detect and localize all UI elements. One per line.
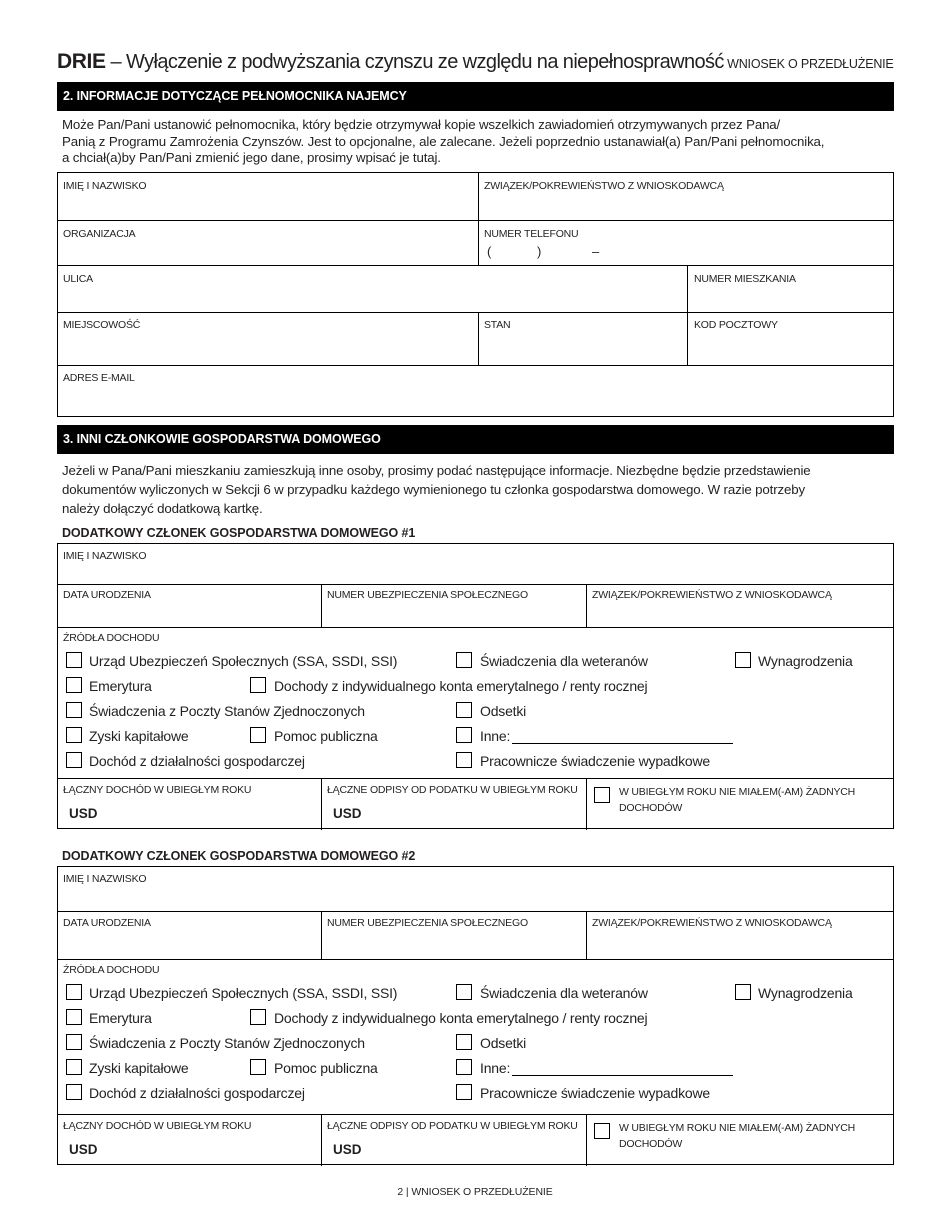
rep-zip-field[interactable]: KOD POCZTOWY [694, 319, 778, 331]
intro-line: Jeżeli w Pana/Pani mieszkaniu zamieszkują inne osoby, prosimy podać następujące informacje. Niezbędne będzie przedstawienie [62, 463, 811, 478]
member-1-name-field[interactable]: IMIĘ I NAZWISKO [63, 550, 147, 562]
page-title [57, 50, 894, 74]
checkbox-assistance[interactable] [250, 727, 266, 743]
checkbox-ira[interactable] [250, 677, 266, 693]
title-subtitle: WNIOSEK O PRZEDŁUŻENIE [723, 57, 894, 71]
rep-phone-field[interactable]: NUMER TELEFONU [484, 228, 579, 240]
member-1-deductions-usd[interactable]: USD [333, 806, 362, 821]
option-capital-label: Zyski kapitałowe [89, 1060, 189, 1076]
member-2-total-income-usd[interactable]: USD [69, 1142, 98, 1157]
rep-city-field[interactable]: MIEJSCOWOŚĆ [63, 319, 141, 331]
section-3-heading: 3. INNI CZŁONKOWIE GOSPODARSTWA DOMOWEGO [57, 425, 894, 454]
checkbox-ssa[interactable] [66, 984, 82, 1000]
option-capital-label: Zyski kapitałowe [89, 728, 189, 744]
option-wages-label: Wynagrodzenia [758, 985, 853, 1001]
member-2-income-sources-label: ŹRÓDŁA DOCHODU [63, 964, 160, 976]
option-business-label: Dochód z działalności gospodarczej [89, 753, 305, 769]
member-1-relation-field[interactable]: ZWIĄZEK/POKREWIEŃSTWO Z WNIOSKODAWCĄ [592, 589, 832, 601]
section-3-intro [62, 461, 892, 518]
option-other-label: Inne: [480, 728, 511, 744]
member-2-no-income-label: W UBIEGŁYM ROKU NIE MIAŁEM(-AM) ŻADNYCH [619, 1122, 856, 1134]
option-ira-label: Dochody z indywidualnego konta emerytalnego / renty rocznej [274, 678, 648, 694]
intro-line: dokumentów wyliczonych w Sekcji 6 w przypadku każdego wymienionego tu członka gospodarstwa domowego. W razie potrzeby [62, 482, 805, 497]
rep-apartment-field[interactable]: NUMER MIESZKANIA [694, 273, 796, 285]
phone-open-paren: ( [487, 244, 492, 259]
option-ssa-label: Urząd Ubezpieczeń Społecznych (SSA, SSDI, SSI) [89, 985, 398, 1001]
option-pension-label: Emerytura [89, 678, 152, 694]
member-1-deductions-label: ŁĄCZNE ODPISY OD PODATKU W UBIEGŁYM ROKU [327, 784, 578, 796]
option-assistance-label: Pomoc publiczna [274, 728, 378, 744]
member-2-heading: DODATKOWY CZŁONEK GOSPODARSTWA DOMOWEGO #2 [62, 849, 416, 863]
checkbox-workers-comp[interactable] [456, 752, 472, 768]
checkbox-capital[interactable] [66, 727, 82, 743]
checkbox-no-income[interactable] [594, 1123, 610, 1139]
checkbox-ira[interactable] [250, 1009, 266, 1025]
rep-organization-field[interactable]: ORGANIZACJA [63, 228, 136, 240]
other-income-input[interactable] [512, 743, 733, 744]
rep-street-field[interactable]: ULICA [63, 273, 93, 285]
section-2-heading: 2. INFORMACJE DOTYCZĄCE PEŁNOMOCNIKA NAJEMCY [57, 82, 894, 111]
member-1-dob-field[interactable]: DATA URODZENIA [63, 589, 151, 601]
checkbox-interest[interactable] [456, 1034, 472, 1050]
intro-line: należy dołączyć dodatkową kartkę. [62, 501, 263, 516]
member-1-heading: DODATKOWY CZŁONEK GOSPODARSTWA DOMOWEGO #1 [62, 526, 416, 540]
checkbox-assistance[interactable] [250, 1059, 266, 1075]
option-veterans-label: Świadczenia dla weteranów [480, 985, 648, 1001]
option-workers-comp-label: Pracownicze świadczenie wypadkowe [480, 753, 710, 769]
checkbox-other[interactable] [456, 727, 472, 743]
member-2-form [57, 866, 894, 1165]
title-main: – Wyłączenie z podwyższania czynszu ze względu na niepełnosprawność [105, 51, 724, 73]
option-ssa-label: Urząd Ubezpieczeń Społecznych (SSA, SSDI, SSI) [89, 653, 398, 669]
member-1-no-income-label-2: DOCHODÓW [619, 802, 683, 814]
checkbox-other[interactable] [456, 1059, 472, 1075]
option-veterans-label: Świadczenia dla weteranów [480, 653, 648, 669]
checkbox-business[interactable] [66, 752, 82, 768]
member-1-ssn-field[interactable]: NUMER UBEZPIECZENIA SPOŁECZNEGO [327, 589, 528, 601]
phone-close-paren: ) [537, 244, 542, 259]
option-other-label: Inne: [480, 1060, 511, 1076]
checkbox-postal[interactable] [66, 702, 82, 718]
member-2-name-field[interactable]: IMIĘ I NAZWISKO [63, 873, 147, 885]
member-2-total-income-label: ŁĄCZNY DOCHÓD W UBIEGŁYM ROKU [63, 1120, 252, 1132]
member-2-no-income-label-2: DOCHODÓW [619, 1138, 683, 1150]
intro-line: a chciał(a)by Pan/Pani zmienić jego dane, prosimy wpisać je tutaj. [62, 150, 441, 165]
member-2-dob-field[interactable]: DATA URODZENIA [63, 917, 151, 929]
member-2-deductions-usd[interactable]: USD [333, 1142, 362, 1157]
option-postal-label: Świadczenia z Poczty Stanów Zjednoczonych [89, 1035, 365, 1051]
option-pension-label: Emerytura [89, 1010, 152, 1026]
option-interest-label: Odsetki [480, 1035, 527, 1051]
option-postal-label: Świadczenia z Poczty Stanów Zjednoczonych [89, 703, 365, 719]
rep-name-field[interactable]: IMIĘ I NAZWISKO [63, 180, 147, 192]
member-2-deductions-label: ŁĄCZNE ODPISY OD PODATKU W UBIEGŁYM ROKU [327, 1120, 578, 1132]
option-workers-comp-label: Pracownicze świadczenie wypadkowe [480, 1085, 710, 1101]
checkbox-capital[interactable] [66, 1059, 82, 1075]
intro-line: Może Pan/Pani ustanowić pełnomocnika, który będzie otrzymywał kopie wszelkich zawiadomień otrzymywanych przez Pana/ [62, 117, 781, 132]
rep-state-field[interactable]: STAN [484, 319, 511, 331]
section-2-intro [62, 117, 892, 167]
member-2-ssn-field[interactable]: NUMER UBEZPIECZENIA SPOŁECZNEGO [327, 917, 528, 929]
checkbox-ssa[interactable] [66, 652, 82, 668]
page-footer: 2 | WNIOSEK O PRZEDŁUŻENIE [397, 1186, 553, 1198]
member-1-form [57, 543, 894, 829]
checkbox-no-income[interactable] [594, 787, 610, 803]
checkbox-pension[interactable] [66, 1009, 82, 1025]
checkbox-veterans[interactable] [456, 984, 472, 1000]
checkbox-pension[interactable] [66, 677, 82, 693]
checkbox-wages[interactable] [735, 652, 751, 668]
rep-email-field[interactable]: ADRES E-MAIL [63, 372, 135, 384]
representative-form [57, 172, 894, 417]
checkbox-wages[interactable] [735, 984, 751, 1000]
other-income-input[interactable] [512, 1075, 733, 1076]
member-1-income-sources-label: ŹRÓDŁA DOCHODU [63, 632, 160, 644]
member-1-total-income-label: ŁĄCZNY DOCHÓD W UBIEGŁYM ROKU [63, 784, 252, 796]
option-ira-label: Dochody z indywidualnego konta emerytalnego / renty rocznej [274, 1010, 648, 1026]
rep-relation-field[interactable]: ZWIĄZEK/POKREWIEŃSTWO Z WNIOSKODAWCĄ [484, 180, 724, 192]
member-2-relation-field[interactable]: ZWIĄZEK/POKREWIEŃSTWO Z WNIOSKODAWCĄ [592, 917, 832, 929]
title-drie: DRIE [57, 50, 106, 73]
member-1-no-income-label: W UBIEGŁYM ROKU NIE MIAŁEM(-AM) ŻADNYCH [619, 786, 856, 798]
checkbox-workers-comp[interactable] [456, 1084, 472, 1100]
checkbox-veterans[interactable] [456, 652, 472, 668]
intro-line: Panią z Programu Zamrożenia Czynszów. Jest to opcjonalne, ale zalecane. Jeżeli poprzednio ustanawiał(a) Pan/Pani pełnomocnika, [62, 133, 825, 149]
option-interest-label: Odsetki [480, 703, 527, 719]
member-1-total-income-usd[interactable]: USD [69, 806, 98, 821]
checkbox-business[interactable] [66, 1084, 82, 1100]
checkbox-postal[interactable] [66, 1034, 82, 1050]
phone-dash: – [592, 244, 600, 259]
option-wages-label: Wynagrodzenia [758, 653, 853, 669]
checkbox-interest[interactable] [456, 702, 472, 718]
option-assistance-label: Pomoc publiczna [274, 1060, 378, 1076]
option-business-label: Dochód z działalności gospodarczej [89, 1085, 305, 1101]
